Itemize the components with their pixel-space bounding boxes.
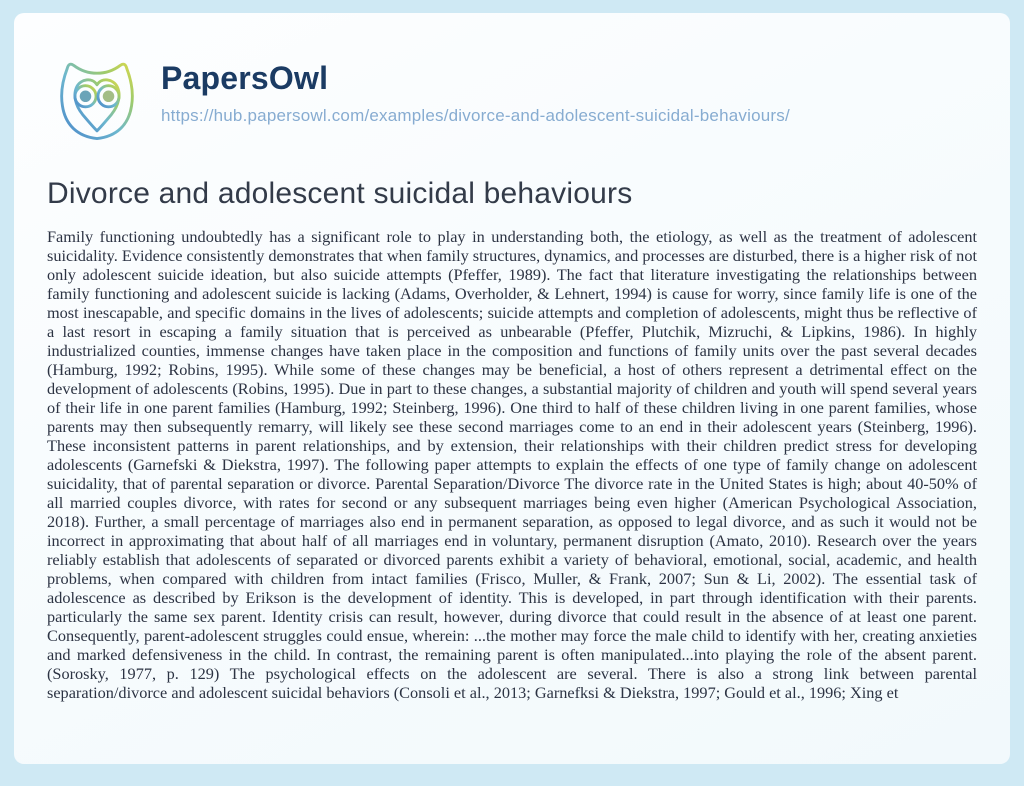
owl-icon bbox=[47, 55, 147, 151]
article-title: Divorce and adolescent suicidal behaviours bbox=[47, 177, 633, 210]
brand-title: PapersOwl bbox=[161, 60, 329, 96]
site-header bbox=[47, 55, 977, 151]
brand-block bbox=[161, 55, 790, 126]
page-content bbox=[14, 13, 1010, 764]
page-url-link[interactable]: https://hub.papersowl.com/examples/divorce-and-adolescent-suicidal-behaviours/ bbox=[161, 106, 790, 126]
article-body-text: Family functioning undoubtedly has a significant role to play in understanding both, the etiology, as well as the treatment of adolescent suicidality. Evidence consistently demonstrates that when family structures, dynamics, and processes are disturbed, there is a higher risk of not only adolescent suicide ideation, but also suicide attempts (Pfeffer, 1989). The fact that literature investigating the relationships between family functioning and adolescent suicide is lacking (Adams, Overholder, & Lehnert, 1994) is cause for worry, since family life is one of the most inescapable, and specific domains in the lives of adolescents; suicide attempts and completion of adolescents, might thus be reflective of a last resort in escaping a family situation that is perceived as unbearable (Pfeffer, Plutchik, Mizruchi, & Lipkins, 1986). In highly industrialized counties, immense changes have taken place in the composition and functions of family units over the past several decades (Hamburg, 1992; Robins, 1995). While some of these changes may be beneficial, a host of others represent a detrimental effect on the development of adolescents (Robins, 1995). Due in part to these changes, a substantial majority of children and youth will spend several years of their life in one parent families (Hamburg, 1992; Steinberg, 1996). One third to half of these children living in one parent families, whose parents may then subsequently remarry, will likely see these second marriages come to an end in their adolescent years (Steinberg, 1996). These inconsistent patterns in parent relationships, and by extension, their relationships with their children predict stress for developing adolescents (Garnefski & Diekstra, 1997). The following paper attempts to explain the effects of one type of family change on adolescent suicidality, that of parental separation or divorce. Parental Separation/Divorce The divorce rate in the United States is high; about 40-50% of all married couples divorce, with rates for second or any subsequent marriages being even higher (American Psychological Association, 2018). Further, a small percentage of marriages also end in permanent separation, as opposed to legal divorce, and as such it would not be incorrect in approximating that about half of all marriages end in voluntary, permanent disruption (Amato, 2010). Research over the years reliably establish that adolescents of separated or divorced parents exhibit a variety of behavioral, emotional, social, academic, and health problems, when compared with children from intact families (Frisco, Muller, & Frank, 2007; Sun & Li, 2002). The essential task of adolescence as described by Erikson is the development of identity. This is developed, in part through identification with their parents. particularly the same sex parent. Identity crisis can result, however, during divorce that could result in the absence of at least one parent. Consequently, parent-adolescent struggles could ensue, wherein: ...the mother may force the male child to identify with her, creating anxieties and marked defensiveness in the child. In contrast, the remaining parent is often manipulated...into playing the role of the absent parent. (Sorosky, 1977, p. 129) The psychological effects on the adolescent are several. There is also a strong link between parental separation/divorce and adolescent suicidal behaviors (Consoli et al., 2013; Garnefksi & Diekstra, 1997; Gould et al., 1996; Xing et bbox=[47, 227, 977, 702]
